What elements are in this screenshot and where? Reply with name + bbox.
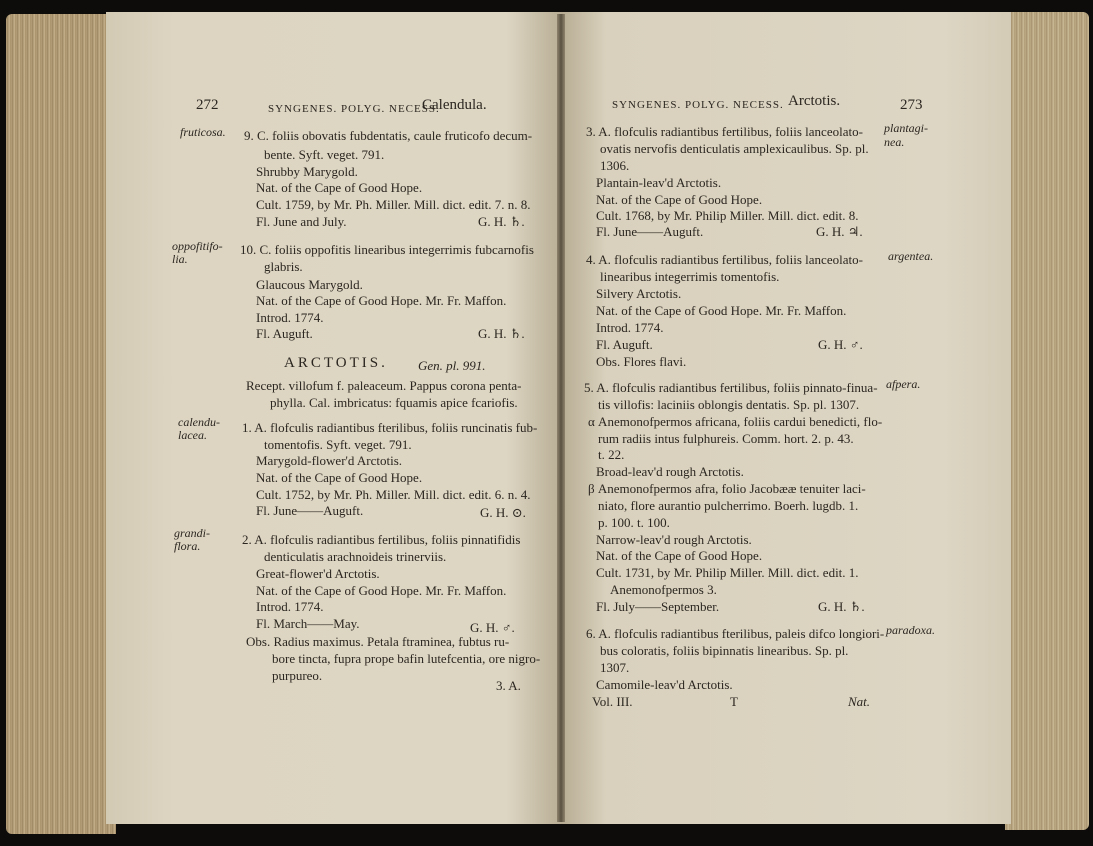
species-line: denticulatis arachnoideis trinerviis. — [264, 549, 447, 564]
species-line: Fl. June——Auguft. — [596, 224, 704, 239]
species-line: Introd. 1774. — [256, 599, 324, 614]
species-line: Broad-leav'd rough Arctotis. — [596, 464, 744, 479]
species-line: Anemonofpermos 3. — [610, 582, 717, 597]
species-line: Fl. Auguft. — [256, 326, 313, 341]
species-line: 4. A. flofculis radiantibus fertilibus, foliis lanceolato- — [586, 252, 863, 267]
species-line: Fl. July——September. — [596, 599, 720, 614]
running-head-genus-left: Calendula. — [422, 97, 487, 113]
variety-line: β Anemonofpermos afra, folio Jacobææ tenuiter laci- — [588, 481, 866, 496]
page-number-left: 272 — [196, 97, 219, 113]
observation-line: bore tincta, fupra prope bafin lutefcentia, ore nigro- — [272, 651, 541, 666]
catchword-left: 3. A. — [496, 678, 521, 693]
variety-line: t. 22. — [598, 447, 625, 462]
species-line: bus coloratis, foliis bipinnatis linearibus. Sp. pl. — [600, 643, 849, 658]
species-line: 1. A. flofculis radiantibus fterilibus, foliis runcinatis fub- — [242, 420, 538, 435]
species-line: 9. C. foliis obovatis fubdentatis, caule fruticofo decum- — [244, 128, 533, 143]
species-line: Camomile-leav'd Arctotis. — [596, 677, 733, 692]
species-line: Nat. of the Cape of Good Hope. — [596, 192, 763, 207]
margin-name: lia. — [172, 252, 188, 266]
running-head-genus-right: Arctotis. — [788, 93, 841, 109]
book-gutter — [557, 14, 565, 822]
variety-line: α Anemonofpermos africana, foliis cardui benedicti, flo- — [588, 414, 883, 429]
species-line: Fl. June——Auguft. — [256, 503, 364, 518]
catchword-right: Nat. — [848, 694, 871, 709]
species-line: Fl. Auguft. — [596, 337, 653, 352]
habitat-symbol: G. H. ♄. — [478, 214, 525, 229]
species-line: Nat. of the Cape of Good Hope. Mr. Fr. Maffon. — [256, 293, 507, 308]
signature-mark: T — [730, 694, 738, 709]
species-line: Cult. 1759, by Mr. Ph. Miller. Mill. dict. edit. 7. n. 8. — [256, 197, 531, 212]
margin-name: argentea. — [888, 249, 934, 263]
species-line: Cult. 1731, by Mr. Philip Miller. Mill. dict. edit. 1. — [596, 565, 859, 580]
margin-name: plantagi- — [884, 121, 928, 135]
margin-name: calendu- — [178, 415, 220, 429]
species-line: 1306. — [600, 158, 630, 173]
species-line: Nat. of the Cape of Good Hope. Mr. Fr. Maffon. — [256, 583, 507, 598]
margin-name: fruticosa. — [180, 125, 226, 139]
species-line: Narrow-leav'd rough Arctotis. — [596, 532, 752, 547]
margin-name: flora. — [174, 539, 201, 553]
margin-name: grandi- — [174, 526, 210, 540]
species-line: Silvery Arctotis. — [596, 286, 682, 301]
species-line: Nat. of the Cape of Good Hope. — [256, 180, 423, 195]
variety-line: p. 100. t. 100. — [598, 515, 670, 530]
variety-line: rum radiis intus fulphureis. Comm. hort. 2. p. 43. — [598, 431, 854, 446]
species-line: Fl. June and July. — [256, 214, 347, 229]
species-line: Introd. 1774. — [596, 320, 664, 335]
page-number-right: 273 — [900, 97, 923, 113]
running-head-right: SYNGENES. POLYG. NECESS. — [612, 99, 784, 111]
species-line: Shrubby Marygold. — [256, 164, 358, 179]
species-line: 10. C. foliis oppofitis linearibus integerrimis fubcarnofis — [240, 242, 534, 257]
species-line: Glaucous Marygold. — [256, 277, 363, 292]
species-line: linearibus integerrimis tomentofis. — [600, 269, 780, 284]
species-line: Nat. of the Cape of Good Hope. — [596, 548, 763, 563]
genus-reference: Gen. pl. 991. — [418, 358, 486, 373]
margin-name: afpera. — [886, 377, 921, 391]
species-line: Cult. 1752, by Mr. Ph. Miller. Mill. dict. edit. 6. n. 4. — [256, 487, 531, 502]
margin-name: lacea. — [178, 428, 207, 442]
species-line: 5. A. flofculis radiantibus fertilibus, foliis pinnato-finua- — [584, 380, 878, 395]
species-line: Cult. 1768, by Mr. Philip Miller. Mill. dict. edit. 8. — [596, 208, 859, 223]
habitat-symbol: G. H. ♂. — [818, 337, 863, 352]
margin-name: paradoxa. — [886, 623, 935, 637]
species-line: Marygold-flower'd Arctotis. — [256, 453, 403, 468]
species-line: glabris. — [264, 259, 303, 274]
observation-line: Obs. Flores flavi. — [596, 354, 687, 369]
species-line: Fl. March——May. — [256, 616, 360, 631]
species-line: 3. A. flofculis radiantibus fertilibus, foliis lanceolato- — [586, 124, 863, 139]
genus-description: phylla. Cal. imbricatus: fquamis apice fcariofis. — [270, 395, 518, 410]
species-line: Nat. of the Cape of Good Hope. Mr. Fr. Maffon. — [596, 303, 847, 318]
species-line: Introd. 1774. — [256, 310, 324, 325]
page-edges-left — [6, 14, 116, 834]
species-line: Great-flower'd Arctotis. — [256, 566, 380, 581]
species-line: Nat. of the Cape of Good Hope. — [256, 470, 423, 485]
species-line: 2. A. flofculis radiantibus fertilibus, foliis pinnatifidis — [242, 532, 521, 547]
genus-heading: ARCTOTIS. — [284, 355, 388, 371]
species-line: bente. Syft. veget. 791. — [264, 147, 385, 162]
habitat-symbol: G. H. ♃. — [816, 224, 863, 239]
species-line: tis villofis: laciniis oblongis dentatis. Sp. pl. 1307. — [598, 397, 860, 412]
habitat-symbol: G. H. ♄. — [478, 326, 525, 341]
habitat-symbol: G. H. ♄. — [818, 599, 865, 614]
observation-line: purpureo. — [272, 668, 323, 683]
volume-label: Vol. III. — [592, 694, 633, 709]
habitat-symbol: G. H. ⊙. — [480, 505, 526, 520]
observation-line: Obs. Radius maximus. Petala ftraminea, fubtus ru- — [246, 634, 510, 649]
habitat-symbol: G. H. ♂. — [470, 620, 515, 635]
species-line: ovatis nervofis denticulatis amplexicaulibus. Sp. pl. — [600, 141, 869, 156]
species-line: 6. A. flofculis radiantibus fterilibus, paleis difco longiori- — [586, 626, 885, 641]
species-line: Plantain-leav'd Arctotis. — [596, 175, 722, 190]
page-edges-right — [1005, 12, 1089, 830]
running-head-left: SYNGENES. POLYG. NECESS. — [268, 103, 440, 115]
margin-name: oppofitifo- — [172, 239, 223, 253]
margin-name: nea. — [884, 135, 905, 149]
species-line: 1307. — [600, 660, 630, 675]
genus-description: Recept. villofum f. paleaceum. Pappus corona penta- — [246, 378, 522, 393]
species-line: tomentofis. Syft. veget. 791. — [264, 437, 412, 452]
variety-line: niato, flore aurantio pulcherrimo. Boerh. lugdb. 1. — [598, 498, 859, 513]
